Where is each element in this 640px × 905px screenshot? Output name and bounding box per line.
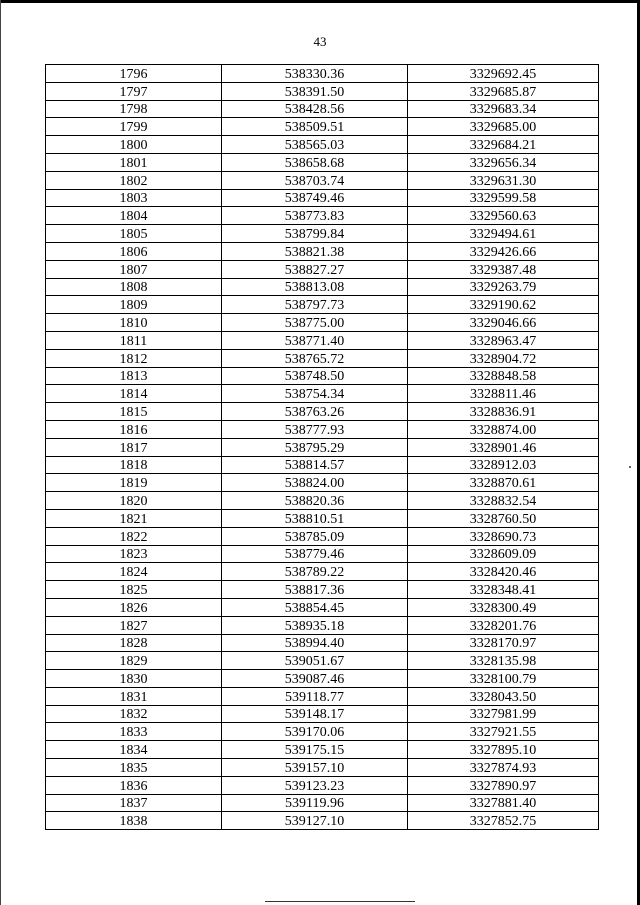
y-coordinate-cell: 3328901.46	[408, 438, 599, 456]
y-coordinate-cell: 3328348.41	[408, 581, 599, 599]
point-number-cell: 1836	[46, 776, 222, 794]
y-coordinate-cell: 3328874.00	[408, 420, 599, 438]
table-row	[46, 759, 599, 777]
y-coordinate-cell: 3329684.21	[408, 136, 599, 154]
table-row	[46, 438, 599, 456]
x-coordinate-cell: 538773.83	[222, 207, 408, 225]
point-number-cell: 1803	[46, 189, 222, 207]
point-number-cell: 1835	[46, 759, 222, 777]
point-number-cell: 1824	[46, 563, 222, 581]
x-coordinate-cell: 539127.10	[222, 812, 408, 830]
y-coordinate-cell: 3327981.99	[408, 705, 599, 723]
x-coordinate-cell: 538703.74	[222, 171, 408, 189]
point-number-cell: 1816	[46, 420, 222, 438]
x-coordinate-cell: 538658.68	[222, 153, 408, 171]
point-number-cell: 1810	[46, 314, 222, 332]
table-row	[46, 367, 599, 385]
point-number-cell: 1813	[46, 367, 222, 385]
x-coordinate-cell: 538797.73	[222, 296, 408, 314]
table-row	[46, 492, 599, 510]
x-coordinate-cell: 538777.93	[222, 420, 408, 438]
x-coordinate-cell: 538827.27	[222, 260, 408, 278]
table-row	[46, 527, 599, 545]
x-coordinate-cell: 538854.45	[222, 598, 408, 616]
table-row	[46, 65, 599, 83]
point-number-cell: 1820	[46, 492, 222, 510]
point-number-cell: 1838	[46, 812, 222, 830]
point-number-cell: 1834	[46, 741, 222, 759]
y-coordinate-cell: 3328609.09	[408, 545, 599, 563]
x-coordinate-cell: 538765.72	[222, 349, 408, 367]
y-coordinate-cell: 3327895.10	[408, 741, 599, 759]
x-coordinate-cell: 538810.51	[222, 509, 408, 527]
table-row	[46, 260, 599, 278]
x-coordinate-cell: 539148.17	[222, 705, 408, 723]
x-coordinate-cell: 538775.00	[222, 314, 408, 332]
x-coordinate-cell: 538565.03	[222, 136, 408, 154]
y-coordinate-cell: 3328300.49	[408, 598, 599, 616]
point-number-cell: 1821	[46, 509, 222, 527]
x-coordinate-cell: 538785.09	[222, 527, 408, 545]
y-coordinate-cell: 3329685.87	[408, 82, 599, 100]
x-coordinate-cell: 539123.23	[222, 776, 408, 794]
point-number-cell: 1827	[46, 616, 222, 634]
x-coordinate-cell: 538789.22	[222, 563, 408, 581]
table-row	[46, 82, 599, 100]
table-row	[46, 741, 599, 759]
y-coordinate-cell: 3329387.48	[408, 260, 599, 278]
point-number-cell: 1822	[46, 527, 222, 545]
point-number-cell: 1796	[46, 65, 222, 83]
point-number-cell: 1830	[46, 670, 222, 688]
point-number-cell: 1800	[46, 136, 222, 154]
table-row	[46, 225, 599, 243]
y-coordinate-cell: 3328043.50	[408, 687, 599, 705]
point-number-cell: 1797	[46, 82, 222, 100]
table-row	[46, 581, 599, 599]
y-coordinate-cell: 3328963.47	[408, 331, 599, 349]
x-coordinate-cell: 538754.34	[222, 385, 408, 403]
y-coordinate-cell: 3328170.97	[408, 634, 599, 652]
coordinates-table	[45, 64, 599, 830]
x-coordinate-cell: 538391.50	[222, 82, 408, 100]
table-row	[46, 545, 599, 563]
table-row	[46, 153, 599, 171]
x-coordinate-cell: 539175.15	[222, 741, 408, 759]
x-coordinate-cell: 539087.46	[222, 670, 408, 688]
table-row	[46, 616, 599, 634]
point-number-cell: 1807	[46, 260, 222, 278]
point-number-cell: 1826	[46, 598, 222, 616]
x-coordinate-cell: 538771.40	[222, 331, 408, 349]
y-coordinate-cell: 3328420.46	[408, 563, 599, 581]
y-coordinate-cell: 3329685.00	[408, 118, 599, 136]
point-number-cell: 1808	[46, 278, 222, 296]
x-coordinate-cell: 538330.36	[222, 65, 408, 83]
table-row	[46, 296, 599, 314]
table-row	[46, 723, 599, 741]
x-coordinate-cell: 538509.51	[222, 118, 408, 136]
table-row	[46, 634, 599, 652]
x-coordinate-cell: 538763.26	[222, 403, 408, 421]
table-row	[46, 136, 599, 154]
y-coordinate-cell: 3328760.50	[408, 509, 599, 527]
x-coordinate-cell: 538799.84	[222, 225, 408, 243]
table-row	[46, 349, 599, 367]
table-row	[46, 118, 599, 136]
table-row	[46, 207, 599, 225]
y-coordinate-cell: 3329683.34	[408, 100, 599, 118]
point-number-cell: 1837	[46, 794, 222, 812]
y-coordinate-cell: 3327890.97	[408, 776, 599, 794]
x-coordinate-cell: 538428.56	[222, 100, 408, 118]
x-coordinate-cell: 539170.06	[222, 723, 408, 741]
point-number-cell: 1798	[46, 100, 222, 118]
point-number-cell: 1799	[46, 118, 222, 136]
y-coordinate-cell: 3328832.54	[408, 492, 599, 510]
x-coordinate-cell: 539119.96	[222, 794, 408, 812]
y-coordinate-cell: 3329560.63	[408, 207, 599, 225]
table-row	[46, 812, 599, 830]
y-coordinate-cell: 3328201.76	[408, 616, 599, 634]
table-row	[46, 278, 599, 296]
y-coordinate-cell: 3328870.61	[408, 474, 599, 492]
point-number-cell: 1818	[46, 456, 222, 474]
y-coordinate-cell: 3329263.79	[408, 278, 599, 296]
y-coordinate-cell: 3329599.58	[408, 189, 599, 207]
x-coordinate-cell: 538821.38	[222, 242, 408, 260]
table-row	[46, 420, 599, 438]
point-number-cell: 1825	[46, 581, 222, 599]
table-row	[46, 189, 599, 207]
table-row	[46, 385, 599, 403]
x-coordinate-cell: 538795.29	[222, 438, 408, 456]
table-row	[46, 331, 599, 349]
x-coordinate-cell: 538824.00	[222, 474, 408, 492]
y-coordinate-cell: 3328811.46	[408, 385, 599, 403]
x-coordinate-cell: 539051.67	[222, 652, 408, 670]
table-row	[46, 670, 599, 688]
table-row	[46, 794, 599, 812]
scan-border-top	[0, 0, 640, 3]
point-number-cell: 1831	[46, 687, 222, 705]
point-number-cell: 1805	[46, 225, 222, 243]
x-coordinate-cell: 538813.08	[222, 278, 408, 296]
table-row	[46, 403, 599, 421]
table-row	[46, 242, 599, 260]
point-number-cell: 1801	[46, 153, 222, 171]
table-row	[46, 776, 599, 794]
y-coordinate-cell: 3328690.73	[408, 527, 599, 545]
y-coordinate-cell: 3329046.66	[408, 314, 599, 332]
point-number-cell: 1802	[46, 171, 222, 189]
table-row	[46, 598, 599, 616]
table-row	[46, 314, 599, 332]
point-number-cell: 1804	[46, 207, 222, 225]
x-coordinate-cell: 538779.46	[222, 545, 408, 563]
y-coordinate-cell: 3328904.72	[408, 349, 599, 367]
y-coordinate-cell: 3328912.03	[408, 456, 599, 474]
coordinates-table-body	[46, 65, 599, 830]
x-coordinate-cell: 538814.57	[222, 456, 408, 474]
y-coordinate-cell: 3329692.45	[408, 65, 599, 83]
x-coordinate-cell: 538935.18	[222, 616, 408, 634]
bottom-scan-line	[265, 901, 415, 902]
point-number-cell: 1817	[46, 438, 222, 456]
point-number-cell: 1832	[46, 705, 222, 723]
y-coordinate-cell: 3328848.58	[408, 367, 599, 385]
point-number-cell: 1819	[46, 474, 222, 492]
point-number-cell: 1815	[46, 403, 222, 421]
y-coordinate-cell: 3327852.75	[408, 812, 599, 830]
y-coordinate-cell: 3329631.30	[408, 171, 599, 189]
table-row	[46, 687, 599, 705]
y-coordinate-cell: 3329494.61	[408, 225, 599, 243]
point-number-cell: 1823	[46, 545, 222, 563]
x-coordinate-cell: 539157.10	[222, 759, 408, 777]
page-number: 43	[313, 34, 327, 49]
y-coordinate-cell: 3327921.55	[408, 723, 599, 741]
table-row	[46, 563, 599, 581]
table-row	[46, 474, 599, 492]
x-coordinate-cell: 538748.50	[222, 367, 408, 385]
scan-border-left	[0, 0, 1, 905]
table-row	[46, 705, 599, 723]
y-coordinate-cell: 3328836.91	[408, 403, 599, 421]
table-row	[46, 171, 599, 189]
point-number-cell: 1811	[46, 331, 222, 349]
y-coordinate-cell: 3329190.62	[408, 296, 599, 314]
point-number-cell: 1806	[46, 242, 222, 260]
point-number-cell: 1833	[46, 723, 222, 741]
x-coordinate-cell: 538817.36	[222, 581, 408, 599]
x-coordinate-cell: 538820.36	[222, 492, 408, 510]
point-number-cell: 1809	[46, 296, 222, 314]
y-coordinate-cell: 3327874.93	[408, 759, 599, 777]
table-row	[46, 100, 599, 118]
x-coordinate-cell: 538749.46	[222, 189, 408, 207]
x-coordinate-cell: 538994.40	[222, 634, 408, 652]
y-coordinate-cell: 3328100.79	[408, 670, 599, 688]
point-number-cell: 1812	[46, 349, 222, 367]
y-coordinate-cell: 3328135.98	[408, 652, 599, 670]
table-row	[46, 509, 599, 527]
x-coordinate-cell: 539118.77	[222, 687, 408, 705]
point-number-cell: 1828	[46, 634, 222, 652]
point-number-cell: 1829	[46, 652, 222, 670]
table-row	[46, 652, 599, 670]
y-coordinate-cell: 3327881.40	[408, 794, 599, 812]
table-row	[46, 456, 599, 474]
y-coordinate-cell: 3329656.34	[408, 153, 599, 171]
scan-artifact-dot	[629, 466, 631, 468]
point-number-cell: 1814	[46, 385, 222, 403]
y-coordinate-cell: 3329426.66	[408, 242, 599, 260]
